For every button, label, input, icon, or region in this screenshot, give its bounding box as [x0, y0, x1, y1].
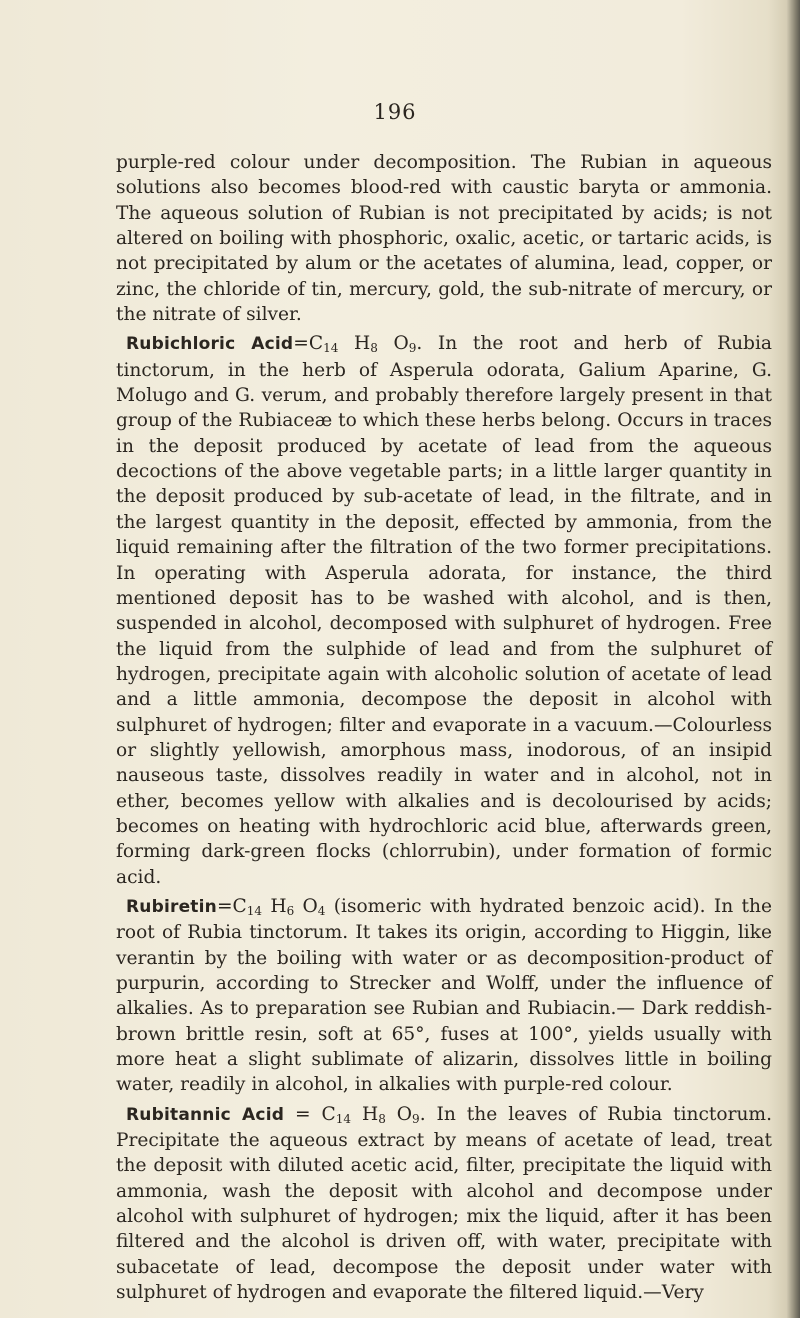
page-body: [116, 150, 772, 1305]
chemical-formula: $=C_{14}$ $H_6$ $O_4$: [216, 895, 326, 918]
entry-rubichloric-acid: [116, 331, 772, 890]
entry-term: Rubitannic Acid: [126, 1104, 285, 1125]
entry-text: In the root and herb of Rubia tinctorum, in the herb of Asperula odorata, Galium Aparine, G. Molugo and G. verum, and probably therefore largely present in that group of the Rubiaceæ to which these herbs belong. Occurs in traces in the deposit produced by acetate of lead from the aqueous decoctions of the above vegetable parts; in a little larger quantity in the deposit produced by sub-acetate of lead, in the filtrate, and in the largest quantity in the deposit, effected by ammonia, from the liquid remaining after the filtration of the two former precipitations. In operating with Asperula adorata, for instance, the third mentioned deposit has to be washed with alcohol, and is then, suspended in alcohol, decomposed with sulphuret of hydrogen. Free the liquid from the sulphide of lead and from the sulphuret of hydrogen, precipitate again with alcoholic solution of acetate of lead and a little ammonia, decompose the deposit in alcohol with sulphuret of hydrogen; filter and evaporate in a vacuum.—Colourless or slightly yellowish, amorphous mass, inodorous, of an insipid nauseous taste, dissolves readily in water and in alcohol, not in ether, becomes yellow with alkalies and is decolourised by acids; becomes on heating with hydrochloric acid blue, afterwards green, forming dark-green flocks (chlorrubin), under formation of formic acid.: [116, 333, 772, 888]
entry-term: Rubiretin: [126, 896, 217, 917]
entry-text: In the leaves of Rubia tinctorum. Precipitate the aqueous extract by means of acetate of lead, treat the deposit with diluted acetic acid, filter, precipitate the liquid with ammonia, wash the deposit with alcohol and decompose under alcohol with sulphuret of hydrogen; mix the liquid, after it has been filtered and the alcohol is driven off, with water, precipitate with subacetate of lead, decompose the deposit under water with sulphuret of hydrogen and evaporate the filtered liquid.—Very: [116, 1103, 772, 1304]
entry-rubitannic-acid: [116, 1102, 772, 1306]
intro-paragraph: purple-red colour under decomposition. The Rubian in aqueous solutions also becomes blood-red with caustic baryta or ammonia. The aqueous solution of Rubian is not precipitated by acids; is not altered on boiling with phosphoric, oxalic, acetic, or tartaric acids, is not precipitated by alum or the acetates of alumina, lead, copper, or zinc, the chloride of tin, mercury, gold, the sub-nitrate of mercury, or the nitrate of silver.: [116, 152, 772, 326]
entry-rubiretin: [116, 894, 772, 1098]
page-edge-shadow: [786, 0, 800, 1318]
entry-text: (isomeric with hydrated benzoic acid). In the root of Rubia tinctorum. It takes its origin, according to Higgin, like verantin by the boiling with water or as decomposition-product of purpurin, according to Strecker and Wolff, under the influence of alkalies. As to preparation see Rubian and Rubiacin.— Dark reddish-brown brittle resin, soft at 65°, fuses at 100°, yields usually with more heat a slight sublimate of alizarin, dissolves little in boiling water, readily in alcohol, in alkalies with purple-red colour.: [116, 895, 772, 1096]
entry-term: Rubichloric Acid: [126, 334, 294, 355]
chemical-formula: $=C_{14}$ $H_8$ $O_9$.: [293, 333, 423, 356]
chemical-formula: = $C_{14}$ $H_8$ $O_9$.: [284, 1103, 426, 1126]
page-number: 196: [373, 100, 417, 124]
